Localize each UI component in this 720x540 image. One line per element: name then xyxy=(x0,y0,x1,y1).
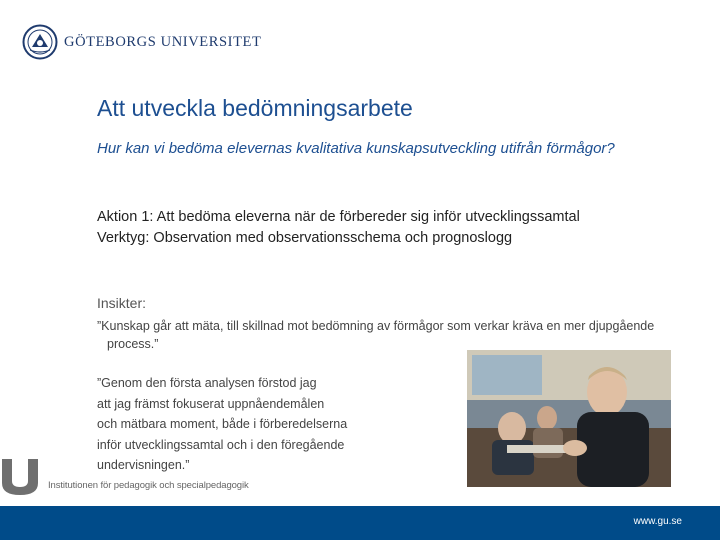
quote-2-line: att jag främst fokuserat uppnåendemålen xyxy=(97,396,325,411)
header xyxy=(22,22,261,62)
slide-subtitle: Hur kan vi bedöma elevernas kvalitativa kunskapsutveckling utifrån förmågor? xyxy=(97,140,615,157)
slide-title: Att utveckla bedömningsarbete xyxy=(97,95,413,121)
quote-2-line: inför utvecklingssamtal och i den föregående xyxy=(97,437,345,452)
institution-logo-icon xyxy=(0,459,40,495)
quote-2-line: ”Genom den första analysen förstod jag xyxy=(97,376,317,390)
quote-2 xyxy=(97,373,397,476)
action-line: Aktion 1: Att bedöma eleverna när de förbereder sig inför utvecklingssamtal xyxy=(97,209,580,225)
action-block xyxy=(97,207,657,249)
quote-1: ”Kunskap går att mäta, till skillnad mot bedömning av förmågor som verkar kräva en mer djupgående process.” xyxy=(97,319,655,351)
department-name: Institutionen för pedagogik och specialpedagogik xyxy=(48,480,249,491)
tool-line: Verktyg: Observation med observationsschema och prognoslogg xyxy=(97,230,513,246)
insights-heading: Insikter: xyxy=(97,295,147,311)
university-name: GÖTEBORGS UNIVERSITET xyxy=(64,33,262,50)
university-seal-icon xyxy=(22,24,58,60)
footer-bar xyxy=(0,506,720,540)
footer-url[interactable]: www.gu.se xyxy=(633,516,682,527)
classroom-photo xyxy=(467,350,671,487)
quote-2-line: och mätbara moment, både i förberedelserna xyxy=(97,417,348,431)
quote-2-line: undervisningen.” xyxy=(97,458,190,472)
